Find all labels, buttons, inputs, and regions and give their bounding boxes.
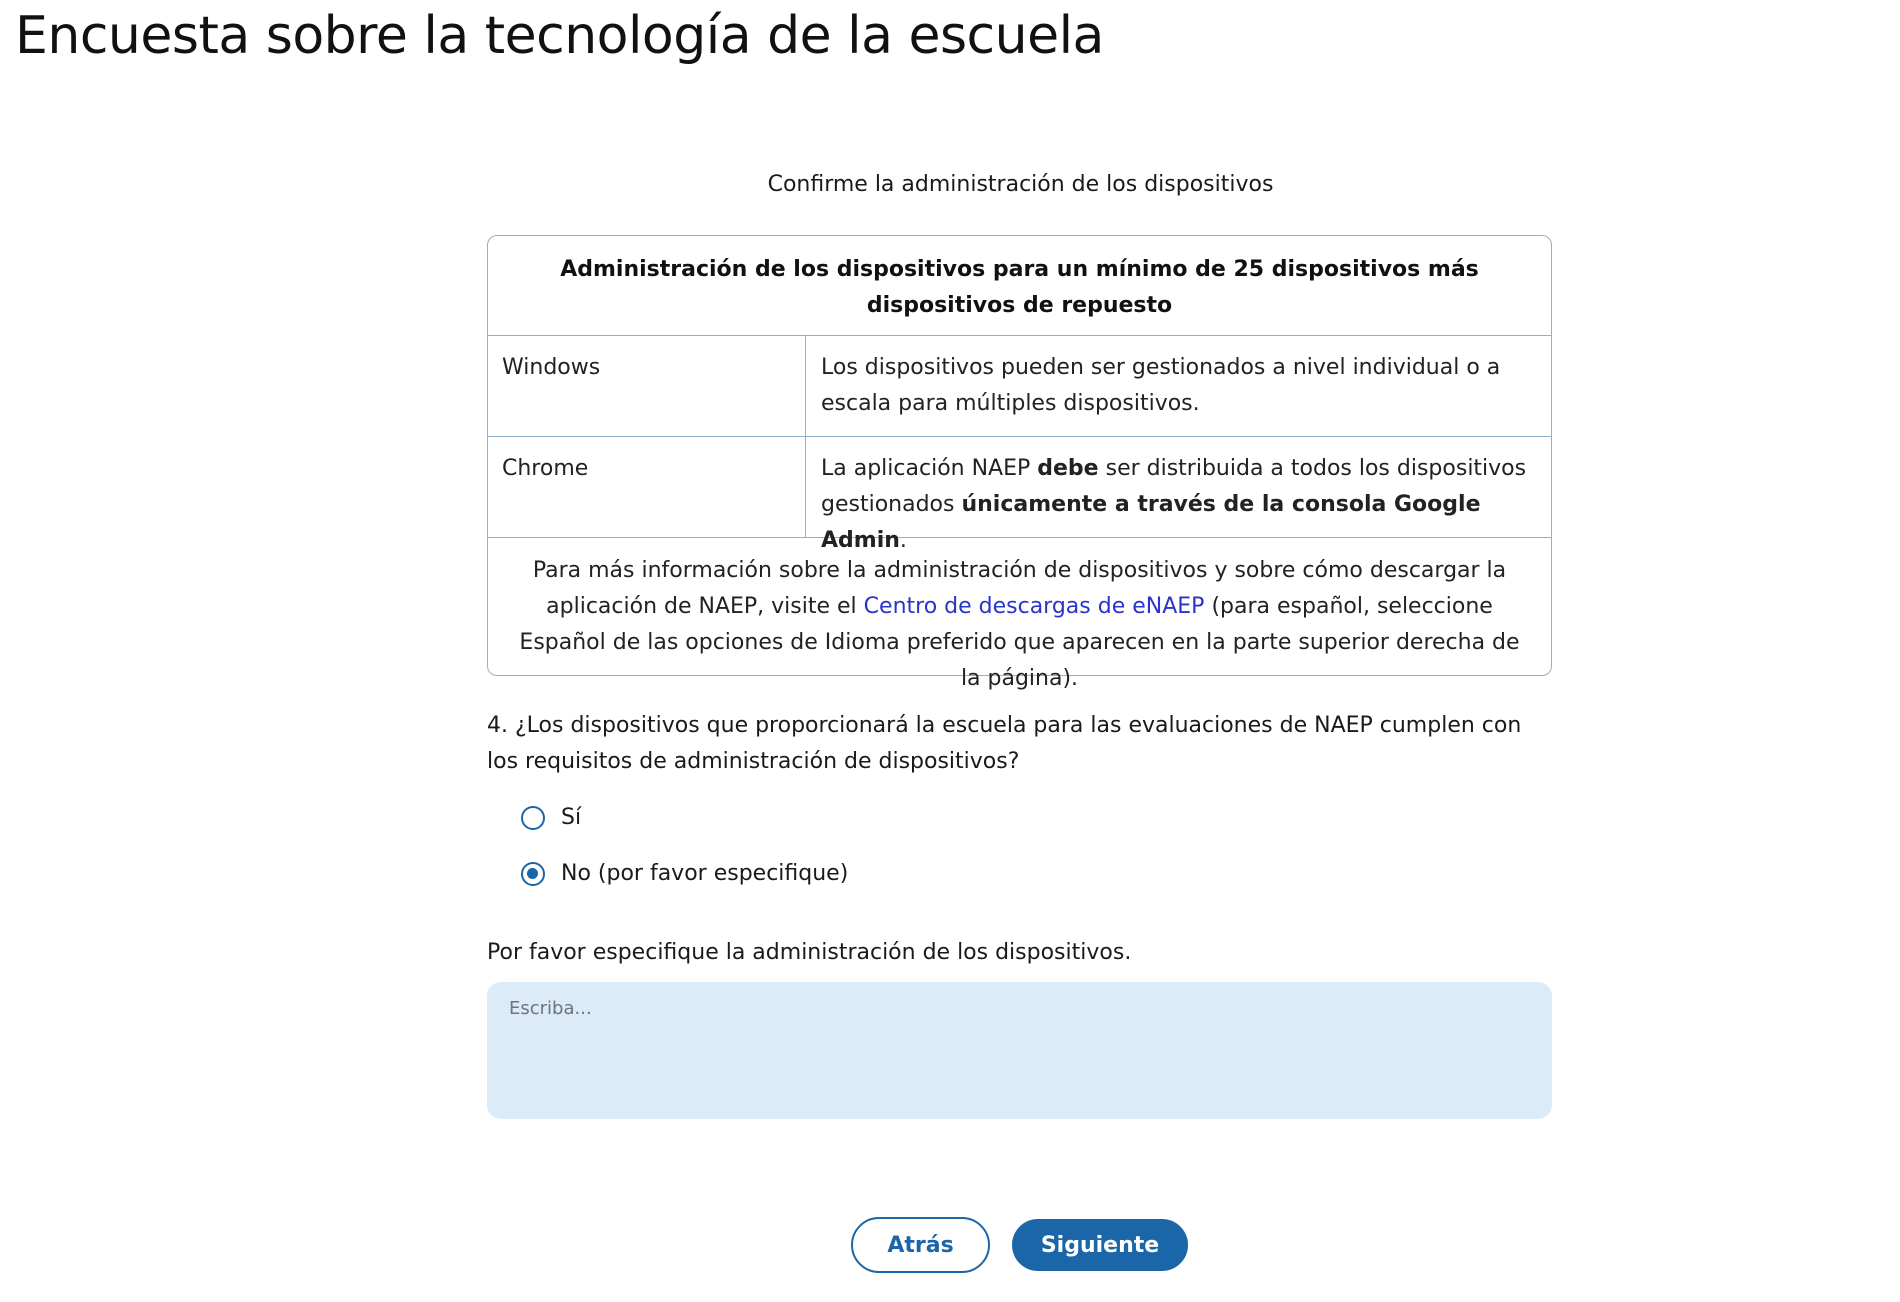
info-row-windows [488,336,1551,437]
desc-text: . [899,528,907,553]
section-heading: Confirme la administración de los dispositivos [767,172,1274,197]
specify-textarea[interactable] [487,982,1552,1119]
os-name-cell: Chrome [488,437,806,537]
os-description-cell: Los dispositivos pueden ser gestionados a nivel individual o a escala para múltiples dispositivos. [821,355,1501,416]
specify-label: Por favor especifique la administración de los dispositivos. [487,940,1132,965]
info-box-header: Administración de los dispositivos para un mínimo de 25 dispositivos más dispositivos de repuesto [488,236,1551,336]
question-text: 4. ¿Los dispositivos que proporcionará la escuela para las evaluaciones de NAEP cumplen con los requisitos de administración de dispositivos? [487,713,1522,774]
os-description-cell [806,437,1551,553]
os-name-cell: Windows [488,336,806,436]
radio-checked-icon[interactable] [521,862,545,886]
footer-text: Para más información sobre la administración de dispositivos y sobre cómo descargar la aplicación de NAEP, visite el [532,558,1507,619]
radio-unchecked-icon[interactable] [521,806,545,830]
info-row-chrome [488,437,1551,553]
back-button[interactable]: Atrás [851,1217,990,1273]
desc-emphasis: debe [1037,456,1099,481]
download-center-link[interactable]: Centro de descargas de eNAEP [863,594,1205,619]
radio-option-no[interactable] [521,859,848,889]
radio-label[interactable]: No (por favor especifique) [561,861,849,886]
page-title: Encuesta sobre la tecnología de la escuela [15,6,1104,66]
desc-emphasis: únicamente a través de la consola Google Admin [821,492,1481,553]
info-box-footer [488,538,1551,691]
device-management-info-box [487,235,1552,691]
radio-option-si[interactable] [521,803,581,833]
radio-label[interactable]: Sí [561,805,582,830]
footer-text: (para español, seleccione Español de las opciones de Idioma preferido que aparecen en la parte superior derecha de la página). [519,594,1520,691]
next-button[interactable]: Siguiente [1012,1219,1188,1271]
desc-text: La aplicación NAEP [821,456,1038,481]
desc-text: ser distribuida a todos los dispositivos gestionados [821,456,1527,517]
